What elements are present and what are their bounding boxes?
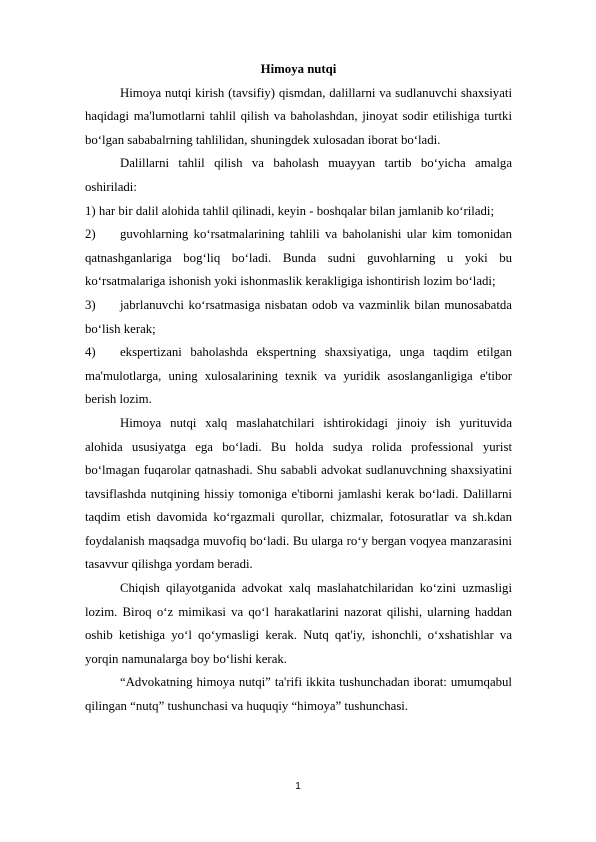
list-item-3 [85, 294, 512, 341]
page-number: 1 [295, 781, 301, 792]
list-item-3-number: 3) [85, 297, 96, 312]
list-item-4 [85, 341, 512, 412]
list-item-2-number: 2) [85, 227, 96, 242]
paragraph-definition: “Advokatning himoya nutqi” ta'rifi ikkita tushunchadan iborat: umumqabul qilingan “nutq” tushunchasi va huquqiy “himoya” tushunchasi. [85, 675, 512, 714]
paragraph-analysis-order: Dalillarni tahlil qilish va baholash muayyan tartib bo‘yicha amalga oshiriladi: [85, 156, 512, 194]
paragraph-jury-features: Himoya nutqi xalq maslahatchilari ishtirokidagi jinoiy ish yurituvida alohida ususiyatga ega bo‘ladi. Bu holda sudya rolida professional yurist bo‘lmagan fuqarolar qatnashadi. Shu sababli advokat sudlanuvchning shaxsiyatini tavsiflashda nutqining hissiy tomoniga e'tiborni jamlashi kerak bo‘ladi. Dalillarni taqdim etish davomida ko‘rgazmali qurollar, chizmalar, fotosuratlar va sh.kdan foydalanish maqsadga muvofiq bo‘ladi. Bu ularga ro‘y bergan voqyea manzarasini tasavvur qilishga yordam beradi. [85, 415, 512, 572]
list-item-1: 1) har bir dalil alohida tahlil qilinadi, keyin - boshqalar bilan jamlanib ko‘riladi; [85, 203, 495, 218]
list-item-2-text: guvohlarning ko‘rsatmalarining tahlili va baholanishi ular kim tomonidan qatnashganlariga bog‘liq bo‘ladi. Bunda sudni guvohlarning u yoki bu ko‘rsatmalariga ishonish yoki ishonmaslik kerakligiga ishontirish lozim bo‘ladi; [85, 227, 512, 289]
list-item-3-text: jabrlanuvchi ko‘rsatmasiga nisbatan odob va vazminlik bilan munosabatda bo‘lish kerak; [85, 297, 512, 336]
document-title: Himoya nutqi [260, 62, 337, 76]
list-item-4-text: ekspertizani baholashda ekspertning shaxsiyatiga, unga taqdim etilgan ma'mulotlarga, uning xulosalarining texnik va yuridik asoslanganligiga e'tibor berish lozim. [85, 345, 512, 407]
list-item-2 [85, 223, 512, 294]
document-page [85, 58, 512, 719]
paragraph-intro: Himoya nutqi kirish (tavsifiy) qismdan, dalillarni va sudlanuvchi shaxsiyati haqidagi ma'lumotlarni tahlil qilish va baholashdan, jinoyat sodir etilishiga turtki bo‘lgan sababalrning tahlilidan, shuningdek xulosadan iborat bo‘ladi. [85, 85, 512, 147]
paragraph-delivery: Chiqish qilayotganida advokat xalq maslahatchilaridan ko‘zini uzmasligi lozim. Biroq o‘z mimikasi va qo‘l harakatlarini nazorat qilishi, ularning haddan oshib ketishiga yo‘l qo‘ymasligi kerak. Nutq qat'iy, ishonchli, o‘xshatishlar va yorqin namunalarga boy bo‘lishi kerak. [85, 581, 512, 666]
list-item-4-number: 4) [85, 345, 96, 360]
